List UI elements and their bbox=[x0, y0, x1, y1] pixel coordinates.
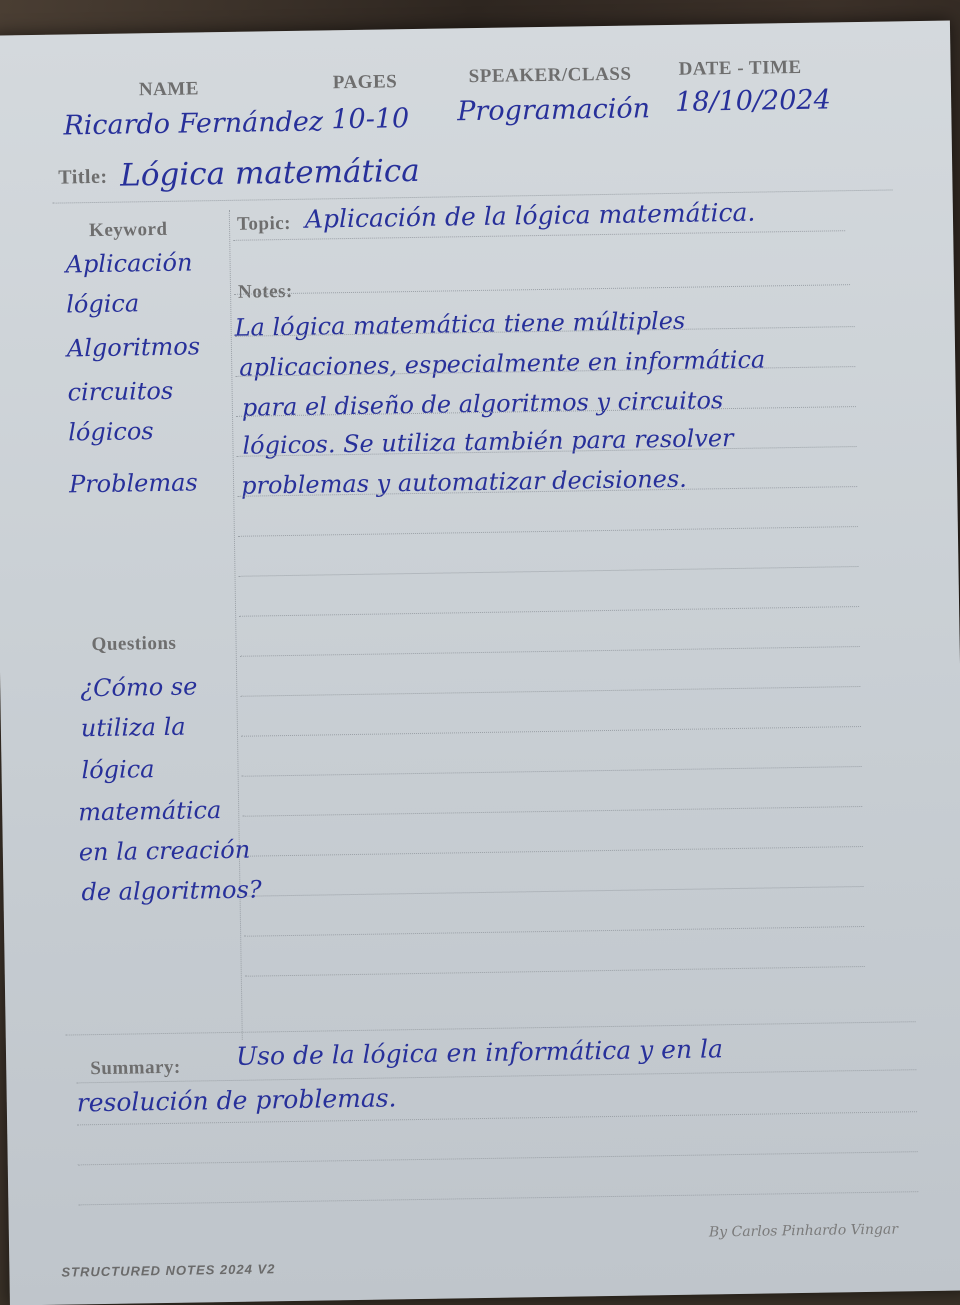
title-label: Title: bbox=[58, 165, 108, 189]
ruled-line bbox=[76, 1069, 916, 1083]
date-time-value: 18/10/2024 bbox=[674, 84, 831, 118]
keyword-item: circuitos bbox=[67, 376, 174, 407]
notes-line: lógicos. Se utiliza también para resolver bbox=[242, 423, 734, 460]
title-value: Lógica matemática bbox=[119, 152, 420, 194]
ruled-line bbox=[243, 846, 863, 857]
ruled-line bbox=[244, 926, 864, 937]
speaker-class-label: SPEAKER/CLASS bbox=[468, 63, 632, 88]
notes-line: aplicaciones, especialmente en informática bbox=[239, 345, 766, 382]
ruled-line bbox=[241, 726, 861, 737]
notes-line: problemas y automatizar decisiones. bbox=[240, 464, 688, 500]
ruled-line bbox=[245, 966, 865, 977]
keyword-item: Problemas bbox=[68, 468, 198, 499]
pages-value: 10-10 bbox=[331, 103, 410, 136]
notes-line: La lógica matemática tiene múltiples bbox=[234, 306, 686, 342]
question-line: de algoritmos? bbox=[81, 875, 262, 907]
questions-label: Questions bbox=[91, 632, 177, 656]
author-credit: By Carlos Pinhardo Vingar bbox=[708, 1221, 899, 1241]
keyword-item: Algoritmos bbox=[66, 332, 201, 363]
keyword-item: lógicos bbox=[68, 417, 154, 447]
ruled-line bbox=[240, 646, 860, 657]
keyword-label: Keyword bbox=[88, 218, 168, 242]
ruled-line bbox=[239, 566, 859, 577]
notes-rule bbox=[234, 284, 850, 295]
ruled-line bbox=[238, 526, 858, 537]
topic-label: Topic: bbox=[236, 212, 292, 235]
ruled-line bbox=[242, 806, 862, 817]
question-line: utiliza la bbox=[80, 712, 186, 743]
ruled-line bbox=[78, 1191, 918, 1205]
pages-label: PAGES bbox=[332, 71, 398, 94]
ruled-line bbox=[244, 886, 864, 897]
summary-label: Summary: bbox=[90, 1056, 181, 1080]
keyword-item: Aplicación bbox=[65, 248, 193, 279]
summary-line: Uso de la lógica en informática y en la bbox=[235, 1034, 724, 1071]
date-time-label: DATE - TIME bbox=[678, 56, 802, 80]
question-line: matemática bbox=[77, 796, 222, 827]
question-line: lógica bbox=[81, 755, 155, 785]
keyword-item: lógica bbox=[66, 289, 140, 319]
name-value: Ricardo Fernández bbox=[63, 106, 324, 142]
notes-line: para el diseño de algoritmos y circuitos bbox=[241, 386, 724, 422]
summary-line: resolución de problemas. bbox=[76, 1083, 397, 1118]
name-label: NAME bbox=[138, 78, 200, 101]
ruled-line bbox=[239, 606, 859, 617]
question-line: en la creación bbox=[78, 835, 251, 867]
ruled-line bbox=[240, 686, 860, 697]
ruled-line bbox=[242, 766, 862, 777]
speaker-class-value: Programación bbox=[457, 93, 651, 128]
topic-value: Aplicación de la lógica matemática. bbox=[304, 197, 756, 234]
notes-label: Notes: bbox=[237, 280, 293, 303]
question-line: ¿Cómo se bbox=[80, 672, 198, 703]
notes-sheet bbox=[0, 21, 960, 1305]
brand-footer: STRUCTURED NOTES 2024 V2 bbox=[61, 1261, 276, 1280]
summary-top-rule bbox=[66, 1021, 916, 1035]
ruled-line bbox=[78, 1151, 918, 1165]
